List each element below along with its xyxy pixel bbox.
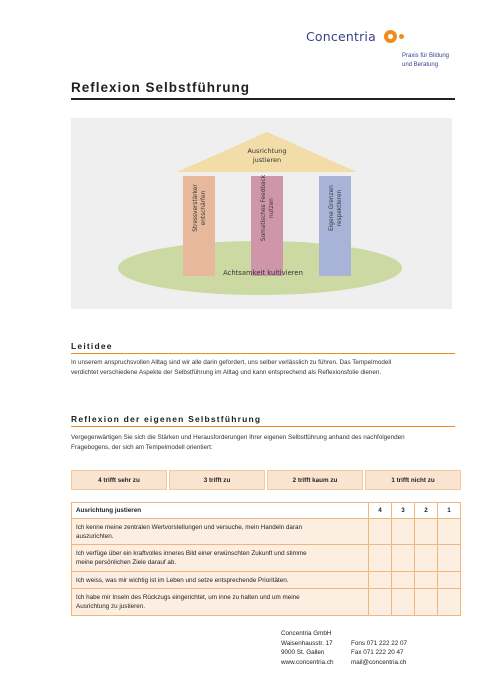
pillar-1-label-line-1: Stressverstärker [193,184,199,232]
table-row [72,572,461,589]
pillar-3-label-line-1: Eigene Grenzen [329,185,335,231]
table-header-label: Ausrichtung justieren [72,503,369,519]
row-3-rating-3[interactable] [392,572,415,589]
row-2-line-2: meine persönlichen Ziele darauf ab. [76,559,177,566]
row-2-rating-3[interactable] [392,545,415,572]
row-2-rating-4[interactable] [369,545,392,572]
leitidee-text-line-1: In unserem anspruchsvollen Alltag sind wir alle darin gefordert, uns selber verlässlich zu führen. Das Tempelmodell [71,359,392,366]
row-4-rating-1[interactable] [438,589,461,616]
leitidee-text [71,358,461,378]
base-label: Achtsamkeit kultivieren [223,269,303,277]
reflexion-text-line-2: Fragebogens, der sich am Tempelmodell orientiert: [71,444,213,451]
pillar-3 [319,176,351,276]
leitidee-heading: Leitidee [71,341,113,351]
brand-mark-icon [384,29,406,45]
row-4-line-2: Ausrichtung zu justieren. [76,603,145,610]
pillar-3-label-line-2: respektieren [337,189,343,227]
row-1-line-2: auszurichten. [76,532,114,540]
roof-label-line-2: justieren [252,156,282,164]
row-2-rating-1[interactable] [438,545,461,572]
table-header-row [72,503,461,519]
scale-cell-2: 2 trifft kaum zu [267,470,363,490]
row-1-statement [72,519,369,545]
table-header-col-1: 1 [438,503,461,519]
tagline-line-2: und Beratung [402,62,439,68]
brand-logo [306,28,476,46]
table-row [72,519,461,545]
page-title: Reflexion Selbstführung [71,80,251,95]
footer-company: Concentria GmbH [281,630,332,637]
footer-fax: Fax 071 222 20 47 [351,649,404,657]
reflexion-text [71,433,461,453]
questionnaire-table [71,502,461,616]
row-3-statement [72,572,369,589]
temple-diagram-svg [71,118,452,309]
footer-address [281,629,334,667]
scale-cell-1: 1 trifft nicht zu [365,470,461,490]
row-2-line-1: Ich verfüge über ein kraftvolles inneres Bild einer erwünschten Zukunft und stimme [76,550,307,557]
table-header-col-2: 2 [415,503,438,519]
leitidee-text-line-2: verdichtet verschiedene Aspekte der Selbstführung im Alltag und kann entsprechend als Reflexionsfolie dienen. [71,369,382,376]
row-1-rating-4[interactable] [369,519,392,545]
footer-contact [351,639,407,668]
brand-tagline [402,52,482,70]
pillar-2-label-line-2: nutzen [269,198,275,218]
row-3-line-1: Ich weiss, was mir wichtig ist im Leben und setze entsprechende Prioritäten. [76,576,289,584]
table-row [72,545,461,572]
row-4-rating-2[interactable] [415,589,438,616]
brand-name: Concentria [306,29,376,45]
footer-web-link[interactable]: www.concentria.ch [281,658,334,666]
footer-street: Waisenhausstr. 17 [281,639,333,647]
scale-cell-3: 3 trifft zu [169,470,265,490]
row-1-rating-2[interactable] [415,519,438,545]
pillar-2 [251,176,283,276]
reflexion-heading: Reflexion der eigenen Selbstführung [71,414,262,424]
temple-diagram [71,118,452,309]
rating-scale [71,470,461,490]
table-header-col-4: 4 [369,503,392,519]
pillar-1-label-line-2: entschärfen [201,190,207,226]
row-4-rating-3[interactable] [392,589,415,616]
scale-cell-4: 4 trifft sehr zu [71,470,167,490]
footer-city: 9000 St. Gallen [281,649,325,657]
row-3-rating-1[interactable] [438,572,461,589]
row-1-line-1: Ich kenne meine zentralen Wertvorstellungen und versuche, mein Handeln daran [76,523,303,531]
row-2-statement [72,545,369,572]
reflexion-text-line-1: Vergegenwärtigen Sie sich die Stärken und Herausforderungen Ihrer eigenen Selbstführung anhand des nachfolgenden [71,434,405,441]
table-row [72,589,461,616]
pillar-1 [183,176,215,276]
row-1-rating-3[interactable] [392,519,415,545]
row-3-rating-4[interactable] [369,572,392,589]
table-header-col-3: 3 [392,503,415,519]
row-4-statement [72,589,369,616]
footer-fons: Fons 071 222 22 07 [351,639,408,647]
row-2-rating-2[interactable] [415,545,438,572]
row-1-rating-1[interactable] [438,519,461,545]
tagline-line-1: Praxis für Bildung [402,53,450,59]
pillar-2-label-line-1: Somatisches Feedback [261,174,267,242]
row-4-line-1: Ich habe mir Inseln des Rückzugs eingerichtet, um inne zu halten und um meine [76,594,300,601]
row-4-rating-4[interactable] [369,589,392,616]
roof-label-line-1: Ausrichtung [247,147,287,155]
title-divider [71,98,455,100]
footer-mail-link[interactable]: mail@concentria.ch [351,658,407,666]
row-3-rating-2[interactable] [415,572,438,589]
leitidee-divider [71,353,455,354]
reflexion-divider [71,426,455,427]
